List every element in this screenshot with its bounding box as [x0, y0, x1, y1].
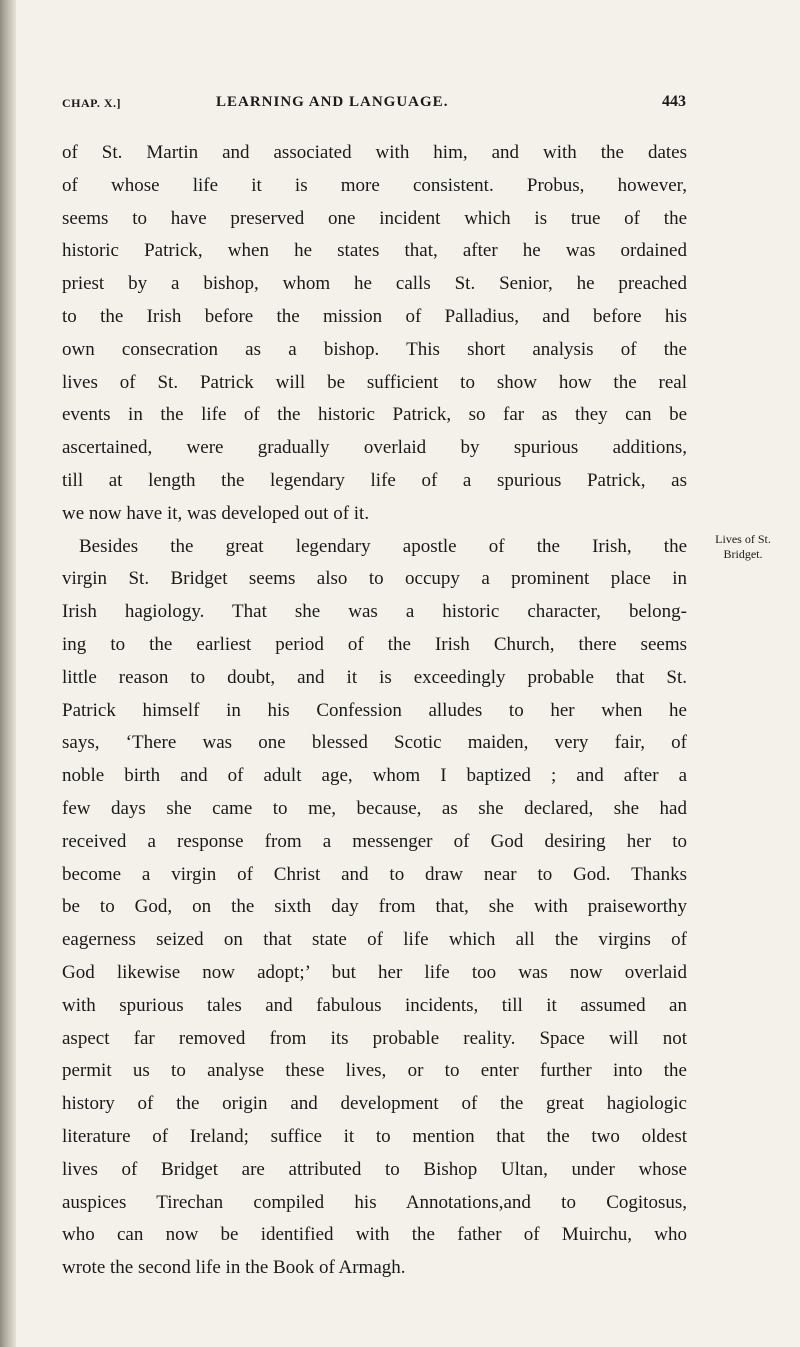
text-line: till at length the legendary life of a spurious Patrick, as	[62, 469, 687, 491]
text-line: seems to have preserved one incident which is true of the	[62, 207, 687, 229]
text-line: to the Irish before the mission of Palladius, and before his	[62, 305, 687, 327]
text-line: lives of Bridget are attributed to Bishop Ultan, under whose	[62, 1158, 687, 1180]
text-line: of St. Martin and associated with him, and with the dates	[62, 142, 687, 163]
running-title: LEARNING AND LANGUAGE.	[216, 94, 449, 110]
text-line: who can now be identified with the father of Muirchu, who	[62, 1224, 687, 1246]
text-line: events in the life of the historic Patrick, so far as they can be	[62, 404, 687, 426]
text-line: we now have it, was developed out of it.	[62, 502, 370, 524]
text-line: own consecration as a bishop. This short analysis of the	[62, 338, 687, 360]
text-line: be to God, on the sixth day from that, she with praiseworthy	[62, 896, 687, 918]
body-text	[62, 137, 687, 1285]
text-line: ing to the earliest period of the Irish Church, there seems	[62, 633, 687, 655]
paragraph-start-line: Besides the great legendary apostle of the Irish, the	[79, 535, 687, 557]
text-line: says, ‘There was one blessed Scotic maiden, very fair, of	[62, 732, 687, 754]
text-line: auspices Tirechan compiled his Annotations,and to Cogitosus,	[62, 1191, 687, 1213]
text-line: history of the origin and development of the great hagiologic	[62, 1093, 687, 1115]
text-line: little reason to doubt, and it is exceedingly probable that St.	[62, 666, 687, 688]
text-line: few days she came to me, because, as she declared, she had	[62, 797, 687, 819]
text-line: virgin St. Bridget seems also to occupy a prominent place in	[62, 568, 687, 590]
text-line: of whose life it is more consistent. Probus, however,	[62, 174, 687, 196]
text-line: aspect far removed from its probable reality. Space will not	[62, 1027, 687, 1049]
running-header	[62, 94, 686, 118]
page-number: 443	[662, 93, 686, 110]
text-line: lives of St. Patrick will be sufficient to show how the real	[62, 371, 687, 393]
text-line: permit us to analyse these lives, or to enter further into the	[62, 1060, 687, 1082]
text-line: become a virgin of Christ and to draw near to God. Thanks	[62, 863, 687, 885]
marginal-note-line: Bridget.	[723, 547, 763, 561]
text-line: God likewise now adopt;’ but her life too was now overlaid	[62, 961, 687, 983]
text-line: historic Patrick, when he states that, after he was ordained	[62, 240, 687, 262]
text-line: ascertained, were gradually overlaid by spurious additions,	[62, 437, 687, 459]
marginal-note-line: Lives of St.	[715, 532, 771, 546]
text-line: priest by a bishop, whom he calls St. Senior, he preached	[62, 273, 687, 295]
page-binding-edge	[0, 0, 16, 1347]
text-line: with spurious tales and fabulous incidents, till it assumed an	[62, 994, 687, 1016]
text-line: noble birth and of adult age, whom I baptized ; and after a	[62, 765, 687, 787]
text-line: received a response from a messenger of God desiring her to	[62, 830, 687, 852]
text-line: literature of Ireland; suffice it to mention that the two oldest	[62, 1125, 687, 1147]
text-line: eagerness seized on that state of life which all the virgins of	[62, 929, 687, 951]
text-line: wrote the second life in the Book of Armagh.	[62, 1257, 406, 1279]
text-line: Irish hagiology. That she was a historic character, belong-	[62, 601, 687, 623]
text-line: Patrick himself in his Confession alludes to her when he	[62, 699, 687, 721]
chapter-label: CHAP. X.]	[62, 96, 122, 110]
marginal-note	[691, 532, 795, 562]
